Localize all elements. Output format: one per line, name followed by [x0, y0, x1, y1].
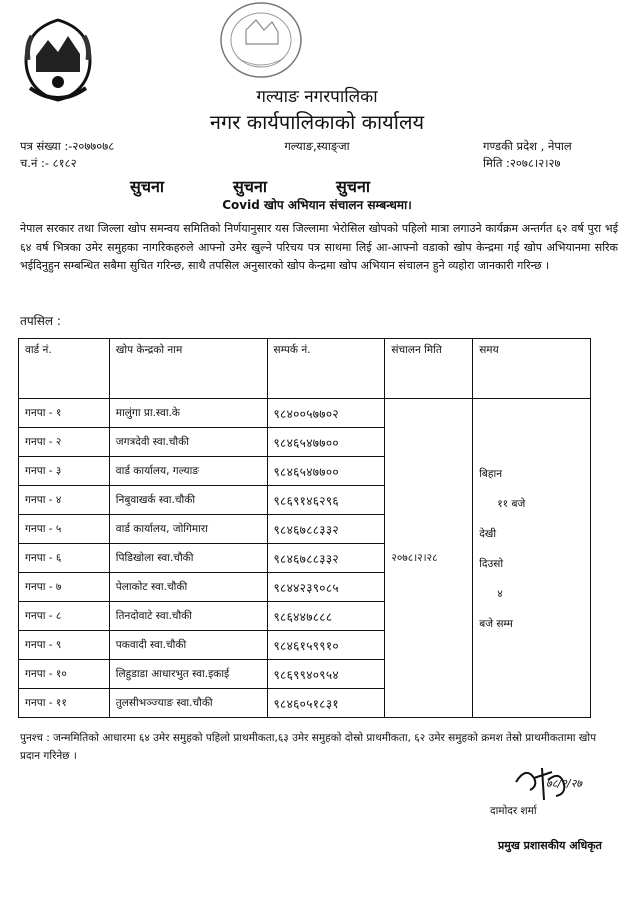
municipality-name: गल्याङ नगरपालिका [256, 87, 378, 107]
signature-date: ७८/२/२७ [546, 777, 583, 790]
header-contact: सम्पर्क नं. [267, 339, 385, 399]
vaccination-centers-table [18, 338, 591, 718]
phone-cell: ९८६९९४०९५४ [267, 660, 385, 689]
office-stamp-icon [218, 0, 304, 80]
header-ward: वार्ड नं. [19, 339, 110, 399]
ward-cell: गनपा - १ [19, 399, 110, 428]
signer-title: प्रमुख प्रशासकीय अधिकृत [498, 839, 602, 852]
table-row [19, 399, 591, 428]
phone-cell: ९८४६७८८३३२ [267, 544, 385, 573]
phone-cell: ९८४६०५१८३१ [267, 689, 385, 718]
center-cell: वार्ड कार्यालय, गल्याङ [109, 457, 267, 486]
center-cell: पेलाकोट स्वा.चौकी [109, 573, 267, 602]
phone-cell: ९८४६५४७७०० [267, 428, 385, 457]
center-cell: तुलसीभञ्ज्याङ स्वा.चौकी [109, 689, 267, 718]
notice-word: सुचना [130, 177, 165, 196]
postscript-note: पुनश्च : जन्ममितिको आधारमा ६४ उमेर समुहको पहिलो प्राथमीकता,६३ उमेर समुहको दोस्रो प्राथमीकता, ६२ उमेर समुहको क्रमश तेस्रो प्राथमीकतामा खोप प्रदान गरिनेछ । [20, 732, 597, 762]
notice-heading [130, 175, 370, 197]
center-cell: मालुंगा प्रा.स्वा.के [109, 399, 267, 428]
time-cell [473, 399, 591, 718]
notice-subject: Covid खोप अभियान संचालन सम्बन्धमा। [222, 198, 412, 212]
center-cell: निबुवाखर्क स्वा.चौकी [109, 486, 267, 515]
phone-cell: ९८६९१४६२९६ [267, 486, 385, 515]
time-line: बजे सम्म [479, 618, 513, 630]
ward-cell: गनपा - ७ [19, 573, 110, 602]
notice-word: सुचना [335, 177, 370, 196]
header-center: खोप केन्द्रको नाम [109, 339, 267, 399]
signer-name: दामोदर शर्मा [490, 805, 537, 817]
operation-date-cell: २०७८।२।२८ [385, 399, 473, 718]
center-cell: वार्ड कार्यालय, जोगिमारा [109, 515, 267, 544]
table-header-row [19, 339, 591, 399]
office-location: गल्याङ,स्याङ्जा [284, 139, 350, 153]
ward-cell: गनपा - ६ [19, 544, 110, 573]
center-cell: लिहुडाडा आधारभुत स्वा.इकाई [109, 660, 267, 689]
phone-cell: ९८४६७८८३३२ [267, 515, 385, 544]
phone-cell: ९८४६५४७७०० [267, 457, 385, 486]
ward-cell: गनपा - ४ [19, 486, 110, 515]
ward-cell: गनपा - ८ [19, 602, 110, 631]
time-line: बिहान [479, 468, 503, 480]
notice-body: नेपाल सरकार तथा जिल्ला खोप समन्वय समितिको निर्णयानुसार यस जिल्लामा भेरोसिल खोपको पहिलो मात्रा लगाउने कार्यक्रम अन्तर्गत ६२ वर्ष पुरा भई ६४ वर्ष भित्रका उमेर समुहका नागरिकहरुले आफ्नो उमेर खुल्ने परिचय पत्र साथमा लिई आ-आफ्नो वडाको खोप केन्द्रमा गई खोप अभियानमा सरिक भईदिनुहुन सम्बन्धित सबैमा सुचित गरिन्छ, साथै तपसिल अनुसारको खोप केन्द्रमा खोप अभियान संचालन हुने व्यहोरा जानकारी गरिन्छ । [20, 222, 618, 272]
phone-cell: ९८४००५७७०२ [267, 399, 385, 428]
province: गण्डकी प्रदेश , नेपाल [483, 139, 572, 153]
center-cell: तिनदोवाटे स्वा.चौकी [109, 602, 267, 631]
phone-cell: ९८४६१५९९१० [267, 631, 385, 660]
time-line: ४ [497, 588, 503, 600]
details-label: तपसिल : [20, 314, 61, 328]
ward-cell: गनपा - १० [19, 660, 110, 689]
phone-cell: ९८६४४७८८८ [267, 602, 385, 631]
time-line: ११ बजे [497, 498, 526, 510]
ward-cell: गनपा - ३ [19, 457, 110, 486]
center-cell: जगत्रदेवी स्वा.चौकी [109, 428, 267, 457]
ward-cell: गनपा - ९ [19, 631, 110, 660]
ward-cell: गनपा - २ [19, 428, 110, 457]
letter-date: मिति :२०७८।२।२७ [483, 156, 561, 170]
dispatch-number: च.नं :- ८१८२ [20, 156, 77, 170]
phone-cell: ९८४४२३९०८५ [267, 573, 385, 602]
header-date: संचालन मिति [385, 339, 473, 399]
ward-cell: गनपा - ११ [19, 689, 110, 718]
notice-word: सुचना [232, 177, 267, 196]
header-time: समय [473, 339, 591, 399]
center-cell: पिडिखोला स्वा.चौकी [109, 544, 267, 573]
time-line: देखी [479, 528, 497, 540]
office-name: नगर कार्यपालिकाको कार्यालय [209, 110, 425, 134]
letter-number: पत्र संख्या :-२०७७०७८ [20, 139, 115, 153]
ward-cell: गनपा - ५ [19, 515, 110, 544]
time-line: दिउसो [479, 558, 504, 570]
center-cell: पकवादी स्वा.चौकी [109, 631, 267, 660]
